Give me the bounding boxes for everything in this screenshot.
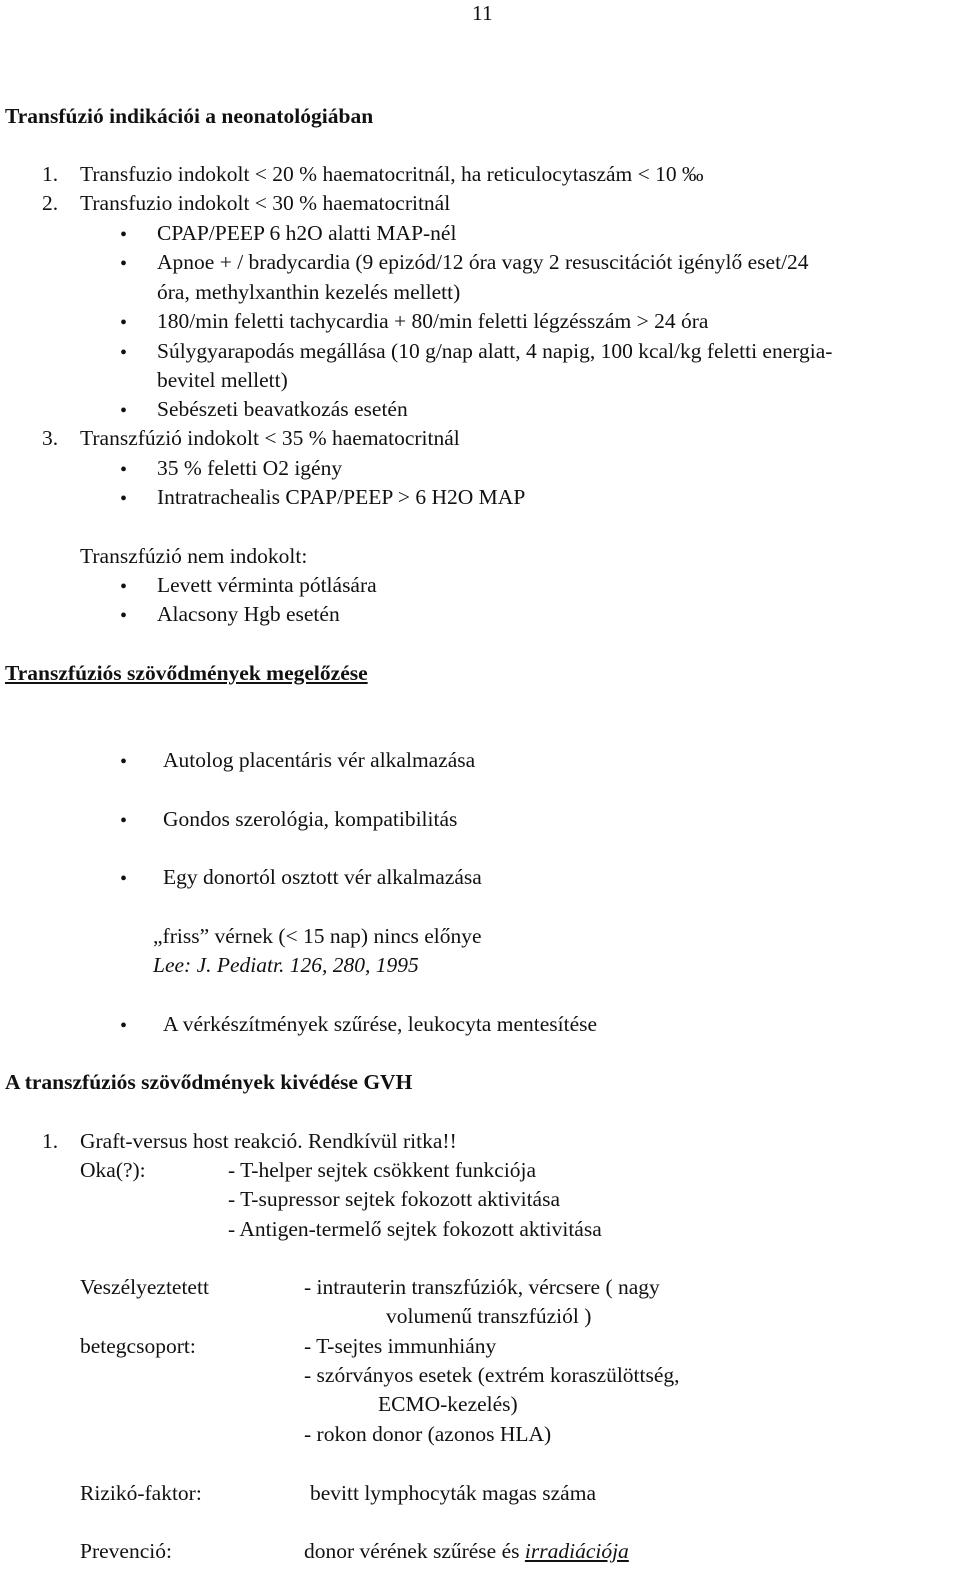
bullet-item: Levett vérminta pótlására: [157, 573, 377, 597]
bullet-icon: •: [120, 868, 128, 890]
bullet-item-continuation: óra, methylxanthin kezelés mellett): [157, 280, 461, 304]
bullet-icon: •: [120, 751, 128, 773]
note: „friss” vérnek (< 15 nap) nincs előnye: [153, 924, 482, 948]
cause-item: - T-supressor sejtek fokozott aktivitása: [228, 1187, 560, 1211]
list-item: Graft-versus host reakció. Rendkívül ritka!!: [80, 1129, 457, 1153]
prevention-main: donor vérének szűrése és: [304, 1539, 525, 1563]
bullet-item: Súlygyarapodás megállása (10 g/nap alatt, 4 napig, 100 kcal/kg feletti energia-: [157, 339, 833, 363]
list-item: Transfuzio indokolt < 20 % haematocritnál, ha reticulocytaszám < 10 ‰: [80, 162, 704, 186]
subheading: Transzfúzió nem indokolt:: [80, 544, 308, 568]
bullet-icon: •: [120, 253, 128, 275]
risk-group-item: - szórványos esetek (extrém koraszülöttség,: [304, 1363, 680, 1387]
list-number: 3.: [42, 426, 59, 450]
cause-label: Oka(?):: [80, 1158, 146, 1182]
risk-group-item-continuation: ECMO-kezelés): [378, 1392, 518, 1416]
prevention-emphasis: irradiációja: [524, 1539, 629, 1563]
bullet-item: A vérkészítmények szűrése, leukocyta mentesítése: [163, 1012, 598, 1036]
list-item: Transzfúzió indokolt < 35 % haematocritnál: [80, 426, 460, 450]
section-title: A transzfúziós szövődmények kivédése GVH: [5, 1070, 413, 1094]
risk-group-item-continuation: volumenű transzfúziól ): [386, 1304, 592, 1328]
bullet-icon: •: [120, 1015, 128, 1037]
bullet-icon: •: [120, 400, 128, 422]
bullet-icon: •: [120, 342, 128, 364]
list-number: 1.: [42, 1129, 59, 1153]
risk-group-item: - rokon donor (azonos HLA): [304, 1422, 552, 1446]
risk-group-item: - T-sejtes immunhiány: [304, 1334, 497, 1358]
bullet-item: Apnoe + / bradycardia (9 epizód/12 óra vagy 2 resuscitációt igénylő eset/24: [157, 250, 809, 274]
list-number: 2.: [42, 191, 59, 215]
bullet-icon: •: [120, 605, 128, 627]
bullet-item: 35 % feletti O2 igény: [157, 456, 343, 480]
citation: Lee: J. Pediatr. 126, 280, 1995: [153, 953, 419, 977]
bullet-item: Autolog placentáris vér alkalmazása: [163, 748, 476, 772]
risk-group-item: - intrauterin transzfúziók, vércsere ( nagy: [304, 1275, 660, 1299]
bullet-icon: •: [120, 488, 128, 510]
bullet-icon: •: [120, 810, 128, 832]
bullet-item: Intratrachealis CPAP/PEEP > 6 H2O MAP: [157, 485, 526, 509]
bullet-item: CPAP/PEEP 6 h2O alatti MAP-nél: [157, 221, 457, 245]
risk-group-label: Veszélyeztetett: [80, 1275, 209, 1299]
cause-item: - Antigen-termelő sejtek fokozott aktivitása: [228, 1217, 602, 1241]
bullet-icon: •: [120, 459, 128, 481]
list-number: 1.: [42, 162, 59, 186]
prevention-text: [304, 1541, 629, 1563]
bullet-icon: •: [120, 224, 128, 246]
bullet-item: Alacsony Hgb esetén: [157, 602, 340, 626]
bullet-item: Gondos szerológia, kompatibilitás: [163, 807, 458, 831]
prevention-label: Prevenció:: [80, 1539, 172, 1563]
bullet-icon: •: [120, 312, 128, 334]
page-number: 11: [472, 1, 493, 25]
bullet-item: Sebészeti beavatkozás esetén: [157, 397, 408, 421]
section-title: Transfúzió indikációi a neonatológiában: [5, 104, 374, 128]
bullet-item: 180/min feletti tachycardia + 80/min feletti légzésszám > 24 óra: [157, 309, 709, 333]
bullet-item: Egy donortól osztott vér alkalmazása: [163, 865, 482, 889]
risk-factor-label: Rizikó-faktor:: [80, 1481, 202, 1505]
cause-item: - T-helper sejtek csökkent funkciója: [228, 1158, 537, 1182]
risk-factor-text: bevitt lymphocyták magas száma: [310, 1481, 596, 1505]
bullet-icon: •: [120, 576, 128, 598]
list-item: Transfuzio indokolt < 30 % haematocritnál: [80, 191, 451, 215]
risk-group-label: betegcsoport:: [80, 1334, 196, 1358]
section-title: Transzfúziós szövődmények megelőzése: [5, 661, 368, 685]
bullet-item-continuation: bevitel mellett): [157, 368, 288, 392]
